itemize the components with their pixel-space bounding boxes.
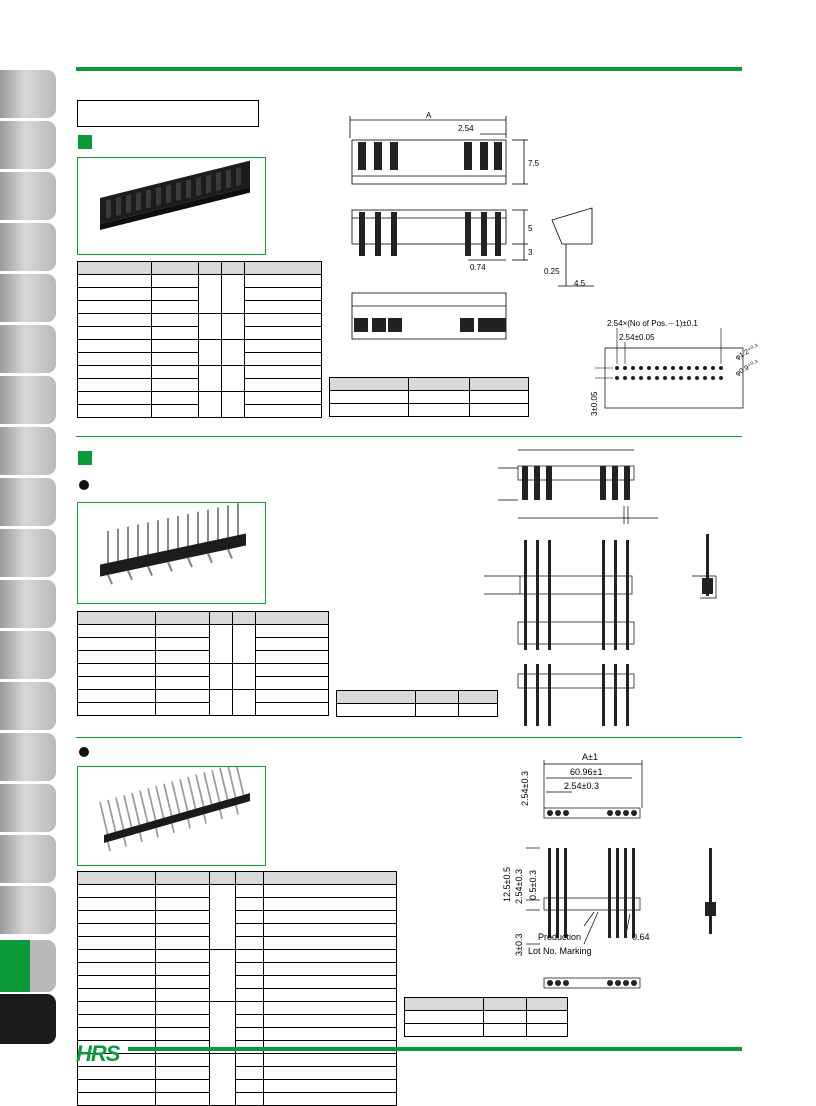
side-tab-active[interactable]: [0, 940, 56, 992]
side-tab-15[interactable]: [0, 784, 56, 832]
side-tab-4[interactable]: [0, 223, 56, 271]
bullet-2a: [79, 480, 89, 490]
drawing-bottom: [500, 748, 740, 996]
dim-a-label: A: [426, 111, 432, 120]
side-tab-3[interactable]: [0, 172, 56, 220]
pcb-pitch-label: 2.54±0.05: [619, 333, 655, 342]
side-tab-9[interactable]: [0, 478, 56, 526]
hrs-logo: HRS: [76, 1041, 120, 1066]
dim-025-label: 0.25: [544, 267, 560, 276]
lot-marking-label: Lot No. Marking: [528, 946, 592, 956]
bottom-dim-3-label: 3±0.3: [514, 933, 524, 956]
production-label: Production: [538, 932, 582, 942]
spec-table-1: [77, 261, 322, 418]
dim-45-label: 4.5: [574, 279, 586, 288]
side-tab-2[interactable]: [0, 121, 56, 169]
side-tab-1[interactable]: [0, 70, 56, 118]
side-tab-17[interactable]: [0, 886, 56, 934]
side-tab-7[interactable]: [0, 376, 56, 424]
drawing-top: [330, 108, 600, 343]
section-marker-1: [78, 135, 92, 149]
product-photo-2: [77, 502, 266, 604]
side-tab-11[interactable]: [0, 580, 56, 628]
dim-height-label: 7.5: [528, 159, 540, 168]
section-marker-2: [78, 451, 92, 465]
side-tab-14[interactable]: [0, 733, 56, 781]
side-tab-5[interactable]: [0, 274, 56, 322]
header-rule: [76, 67, 742, 71]
section-divider-1: [76, 436, 742, 437]
side-tab-16[interactable]: [0, 835, 56, 883]
spec-table-3: [77, 611, 329, 716]
drawing-middle: [478, 442, 740, 734]
side-tab-10[interactable]: [0, 529, 56, 577]
dim-5-label: 5: [528, 224, 533, 233]
pcb-span-label: 2.54×(No of Pos.－1)±0.1: [607, 319, 698, 328]
bottom-dim-125-label: 12.5±0.5: [502, 867, 512, 902]
dim-pitch-label: 2.54: [458, 124, 474, 133]
bottom-dim-side-label: 2.54±0.3: [520, 771, 530, 806]
title-box: [77, 100, 259, 127]
pcb-hole-small-label: φ0.9⁺⁰·¹: [734, 358, 761, 378]
side-tab-6[interactable]: [0, 325, 56, 373]
product-photo-1: [77, 157, 266, 255]
bottom-dim-pitch-label: 2.54±0.3: [564, 781, 599, 791]
bottom-dim-05-label: 0.5±0.3: [528, 870, 538, 900]
bottom-dim-064-label: 0.64: [632, 932, 650, 942]
side-tab-13[interactable]: [0, 682, 56, 730]
dim-074-label: 0.74: [470, 263, 486, 272]
side-tab-8[interactable]: [0, 427, 56, 475]
bottom-dim-a-label: A±1: [582, 752, 598, 762]
spec-table-4: [336, 690, 498, 717]
spec-table-2: [329, 377, 529, 417]
spec-table-5: [77, 871, 397, 1106]
dim-3-label: 3: [528, 248, 533, 257]
bottom-dim-254-label: 2.54±0.3: [514, 869, 524, 904]
spec-table-6: [404, 997, 568, 1037]
section-divider-2: [76, 737, 742, 738]
pcb-row-label: 3±0.05: [590, 391, 599, 416]
bottom-dim-span-label: 60.96±1: [570, 767, 603, 777]
pcb-layout-drawing: [585, 312, 775, 422]
pcb-hole-large-label: φ1.2⁺⁰·¹: [734, 342, 761, 362]
bullet-2b: [79, 747, 89, 757]
side-tab-dark[interactable]: [0, 994, 56, 1044]
side-tab-12[interactable]: [0, 631, 56, 679]
footer-rule: [128, 1047, 742, 1051]
product-photo-3: [77, 766, 266, 866]
